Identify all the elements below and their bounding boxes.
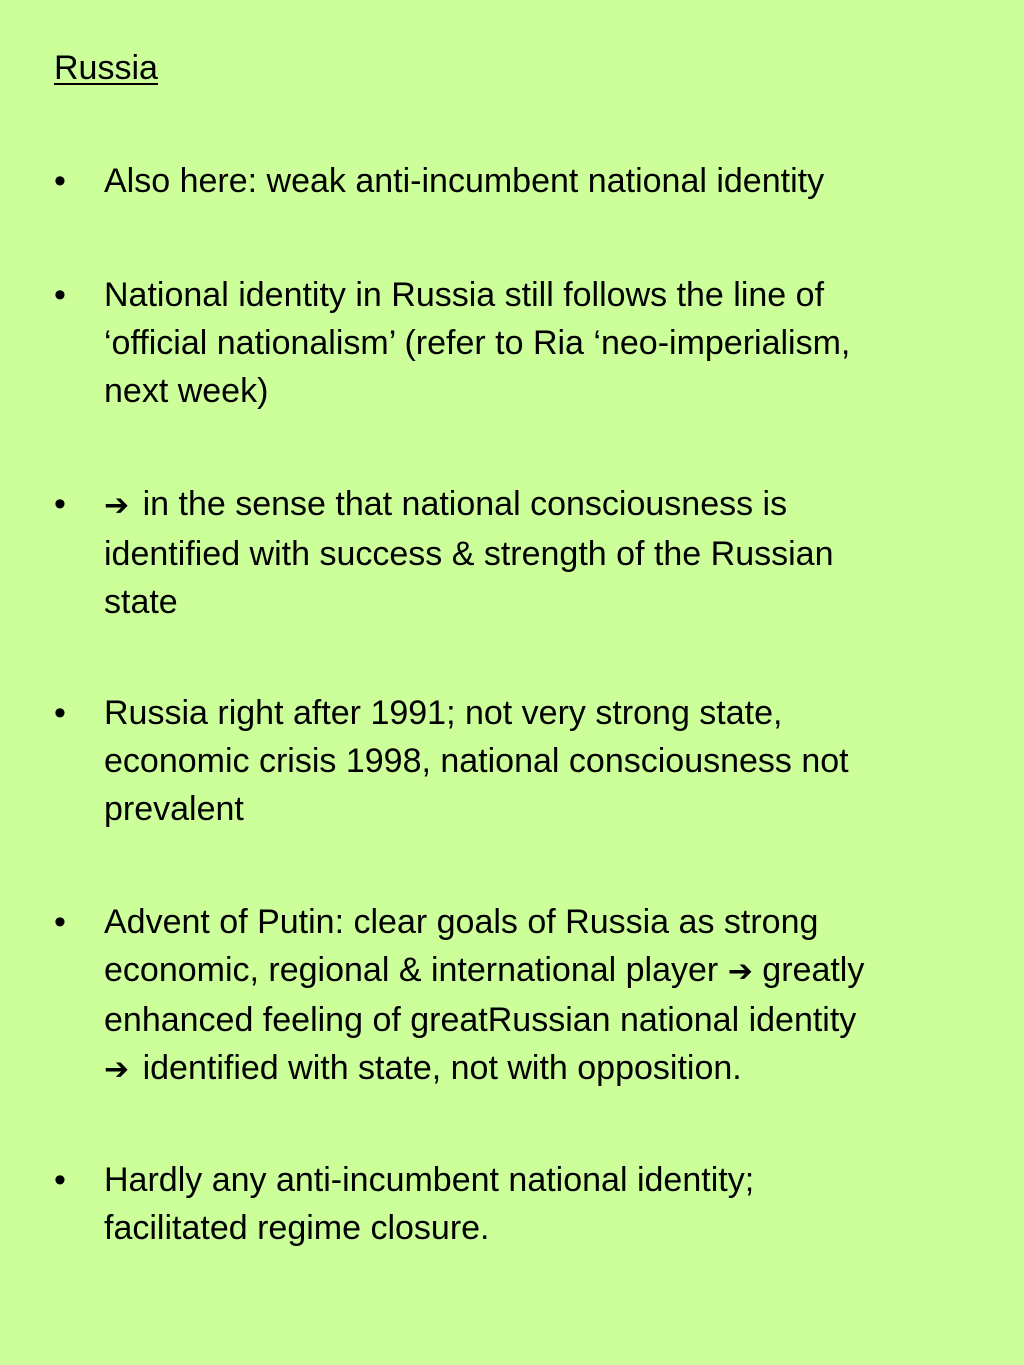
- bullet-marker: •: [54, 694, 66, 732]
- bullet-marker: •: [54, 1161, 66, 1199]
- bullet-line: ‘official nationalism’ (refer to Ria ‘neo-imperialism,: [104, 324, 851, 362]
- bullet-line: Russia right after 1991; not very strong state,: [104, 694, 783, 732]
- bullet-text: [104, 898, 974, 1094]
- bullet-text: [104, 480, 974, 626]
- bullet-line: economic crisis 1998, national consciousness not: [104, 742, 849, 780]
- bullet-line: National identity in Russia still follows the line of: [104, 276, 825, 314]
- bullet-line-text: economic, regional & international player: [104, 951, 719, 989]
- bullet-line: Also here: weak anti-incumbent national identity: [104, 162, 825, 200]
- bullet-item-1: [54, 157, 974, 205]
- bullet-line: state: [104, 583, 178, 621]
- right-arrow-icon: ➔: [104, 1052, 130, 1087]
- bullet-line: identified with success & strength of the Russian: [104, 535, 834, 573]
- bullet-marker: •: [54, 903, 66, 941]
- bullet-line: Advent of Putin: clear goals of Russia as strong: [104, 903, 819, 941]
- bullet-text: [104, 1156, 974, 1252]
- bullet-line-text: in the sense that national consciousness is: [142, 485, 788, 523]
- bullet-item-6: [54, 1156, 974, 1252]
- slide-title: Russia: [54, 49, 158, 87]
- bullet-line: Hardly any anti-incumbent national identity;: [104, 1161, 755, 1199]
- bullet-item-3: [54, 480, 974, 626]
- bullet-item-4: [54, 689, 974, 833]
- bullet-text: [104, 157, 974, 205]
- bullet-item-5: [54, 898, 974, 1094]
- bullet-line-text: greatly: [762, 951, 865, 989]
- bullet-marker: •: [54, 276, 66, 314]
- bullet-line: [104, 1044, 974, 1094]
- bullet-text: [104, 271, 974, 415]
- bullet-line: facilitated regime closure.: [104, 1209, 490, 1247]
- right-arrow-icon: ➔: [104, 488, 130, 523]
- bullet-marker: •: [54, 485, 66, 523]
- bullet-line: prevalent: [104, 790, 244, 828]
- right-arrow-icon: ➔: [727, 954, 753, 989]
- bullet-line: [104, 480, 974, 530]
- bullet-line: next week): [104, 372, 269, 410]
- bullet-text: [104, 689, 974, 833]
- bullet-marker: •: [54, 162, 66, 200]
- bullet-line: enhanced feeling of greatRussian national identity: [104, 1001, 857, 1039]
- bullet-item-2: [54, 271, 974, 415]
- bullet-line: [104, 946, 974, 996]
- bullet-line-text: identified with state, not with opposition.: [142, 1049, 742, 1087]
